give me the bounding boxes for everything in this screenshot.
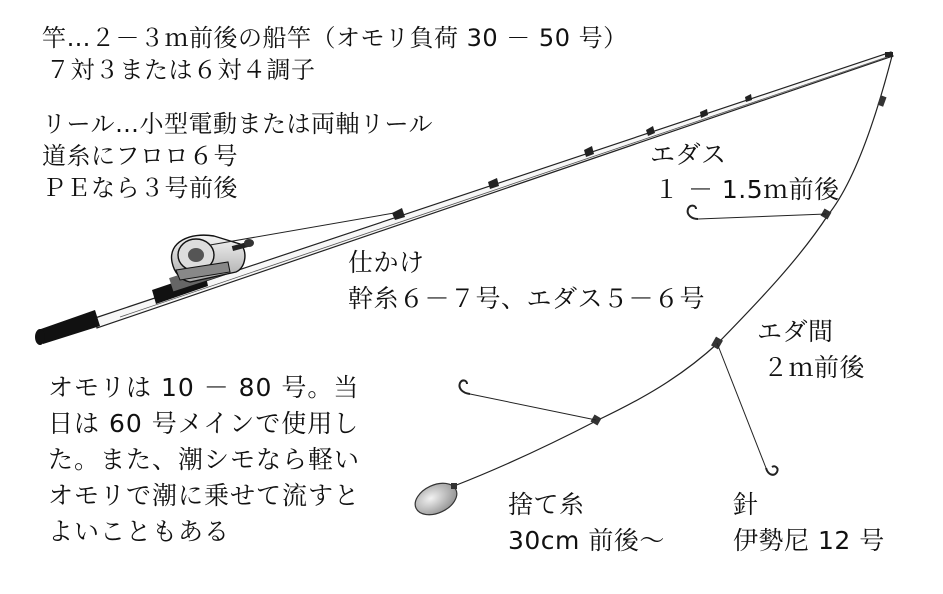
- swivel: [877, 95, 886, 106]
- branch-spacing-title: エダ間: [757, 317, 834, 346]
- hook-label: [733, 487, 885, 559]
- drop-line-length: 30cm 前後～: [508, 526, 665, 555]
- reel-spec-label: [42, 108, 433, 204]
- hook-size: 伊勢尼 12 号: [733, 526, 885, 555]
- reel-spec-line: リール…小型電動または両軸リール: [42, 110, 434, 138]
- branch-line-length: １ － 1.5ｍ前後: [654, 175, 840, 204]
- branch-spacing-length: ２ｍ前後: [763, 353, 866, 382]
- branch-line: [470, 394, 596, 420]
- rod-spec-label: [42, 22, 628, 86]
- sinker-note-line: オモリは 10 － 80 号。当: [48, 373, 360, 402]
- branch-line: [698, 214, 826, 219]
- branch-line-label: [650, 137, 840, 207]
- rod-spec-line: 竿…２－３ｍ前後の船竿（オモリ負荷 30 － 50 号）: [42, 24, 628, 52]
- branch-line-title: エダス: [650, 140, 727, 169]
- sinker-eye: [451, 483, 457, 489]
- rig-spec-line: 幹糸６－７号、エダス５－６号: [348, 284, 706, 313]
- sinker-note-line: オモリで潮に乗せて流すと: [48, 481, 361, 510]
- branch-line-upper: [688, 206, 826, 219]
- branch-line-bottom: [459, 380, 596, 420]
- drop-line-title: 捨て糸: [508, 490, 585, 519]
- sinker-note-label: [48, 370, 360, 550]
- hook-title: 針: [733, 490, 759, 519]
- reel-spool-center: [188, 248, 204, 262]
- hook-icon: [688, 206, 698, 219]
- hook-icon: [459, 380, 470, 394]
- drop-line-label: [508, 487, 665, 559]
- rig-spec-line: 仕かけ: [348, 248, 425, 277]
- rod-butt-grip: [38, 310, 100, 344]
- sinker: [410, 477, 462, 521]
- reel-spec-line: ＰＥなら３号前後: [42, 174, 238, 202]
- sinker-note-line: た。また、潮シモなら軽い: [48, 445, 361, 474]
- sinker-note-line: よいこともある: [48, 517, 231, 546]
- branch-spacing-label: [757, 314, 865, 386]
- reel-handle-knob: [244, 239, 254, 247]
- sinker-note-line: 日は 60 号メインで使用し: [48, 409, 360, 438]
- rod-butt-cap: [35, 329, 45, 345]
- rod-spec-line: ７対３または６対４調子: [46, 56, 316, 84]
- reel-spec-line: 道糸にフロロ６号: [42, 142, 238, 170]
- rig-spec-label: [348, 245, 705, 317]
- hook-icon: [766, 466, 778, 474]
